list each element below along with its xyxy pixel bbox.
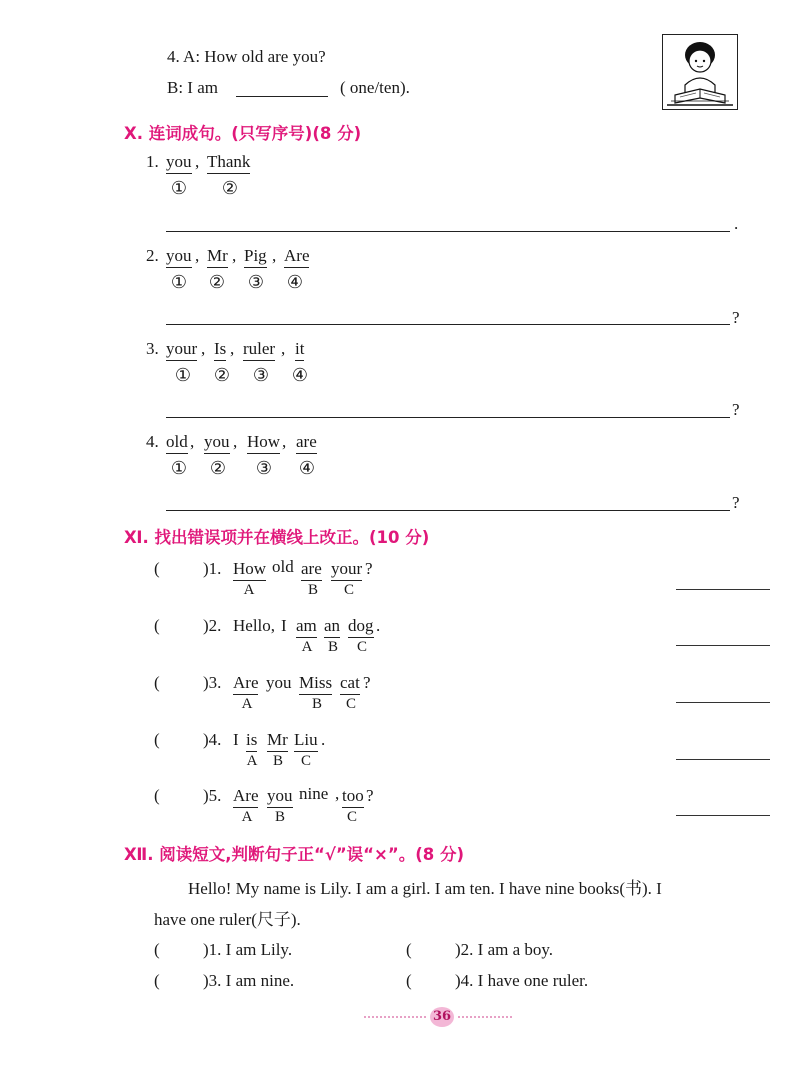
q4-b-suffix: ( one/ten). [340, 78, 410, 97]
q4-b-prefix: B: I am [167, 78, 218, 97]
section-10-title: Ⅹ. 连词成句。(只写序号)(8 分) [124, 124, 362, 143]
section-11-title: Ⅺ. 找出错误项并在横线上改正。(10 分) [124, 528, 430, 547]
answer-line-4[interactable] [166, 510, 730, 511]
answer-line-3[interactable] [166, 417, 730, 418]
worksheet-page: 4. A: How old are you? B: I am ( one/ten). Ⅹ. 连词成句。(只写序号)(8 分) 1. you , Thank ① ② . 2. you , Mr , Pig , Are ① ② ③ ④ ? 3. your , Is , ruler , it ① ② ③ ④ ? 4. old , you , How , are ① ② ③ ④ ? Ⅺ. 找出错误项并在横线上改正。(10 分) ( )1. How old are your ? A B C ( )2. Hello, I am an dog . A B C ( )3. Are you Miss cat ? A B C ( )4. I is Mr Liu . A B C ( )5. Are you nine , too ? A B C Ⅻ. 阅读短文,判断句子正“√”误“×”。(8 分) Hello! My name is Lily. I am a girl. I am ten. I have nine books(书). I have one ruler(尺子). ( )1. I am Lily. ( )2. I am a boy. ( )3. I am nine. ( )4. I have one ruler. 36 [0, 0, 800, 1090]
correction-line-2[interactable] [676, 645, 770, 646]
q4-a-line: 4. A: How old are you? [167, 47, 326, 66]
reading-passage-line-2: have one ruler(尺子). [154, 910, 301, 929]
reading-passage-line-1: Hello! My name is Lily. I am a girl. I am ten. I have nine books(书). I [188, 879, 662, 898]
correction-line-5[interactable] [676, 815, 770, 816]
section-12-title: Ⅻ. 阅读短文,判断句子正“√”误“×”。(8 分) [124, 845, 465, 864]
q4-answer-blank[interactable] [236, 96, 328, 97]
correction-line-3[interactable] [676, 702, 770, 703]
answer-line-2[interactable] [166, 324, 730, 325]
girl-reading-book-icon [662, 34, 738, 110]
answer-line-1[interactable] [166, 231, 730, 232]
page-number: 36 [430, 1007, 454, 1027]
footer-dots-right [458, 1016, 512, 1018]
correction-line-1[interactable] [676, 589, 770, 590]
footer-dots-left [364, 1016, 426, 1018]
correction-line-4[interactable] [676, 759, 770, 760]
